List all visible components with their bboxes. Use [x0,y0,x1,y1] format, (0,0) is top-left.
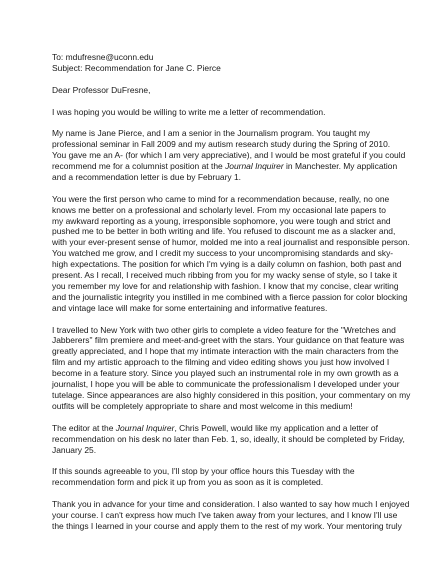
publication-name: Journal Inquirer [225,161,284,172]
text-line: knows me better on a professional and scholarly level. From my occasional late papers to [52,204,386,215]
text-line: tutelage. Since appearances are also highly considered in this position, your commentary on my [52,390,411,401]
email-subject: Subject: Recommendation for Jane C. Pierce [52,62,221,73]
text-line: You watched me grow, and I credit my success to your uncompromising standards and sky- [52,248,394,259]
text-line: become in a feature story. Since you played such an instrumental role in my own growth as a [52,368,399,379]
text-line: recommendation form and pick it up from you as soon as it is completed. [52,477,324,488]
text-line: your course. I can't express how much I've taken away from your lectures, and I know I'll use [52,509,398,520]
paragraph-deadline [52,422,405,456]
text-line: You gave me an A- (for which I am very appreciative), and I would be most grateful if you could [52,150,406,161]
text-line [52,423,400,434]
text-line: You were the first person who came to mind for a recommendation because, really, no one [52,193,390,204]
text-line: professional seminar in Fall 2009 and my autism research study during the Spring of 2010. [52,139,391,150]
text-line: the things I learned in your course and apply them to the rest of my work. Your mentoring truly [52,520,402,531]
text-line: Jabberers" film premiere and meet-and-greet with the stars. Your guidance on that feature was [52,335,405,346]
text-line: If this sounds agreeable to you, I'll stop by your office hours this Tuesday with the [52,466,355,477]
text-line [52,161,400,172]
text-line: present. As I recall, I received much ribbing from you for my wacky sense of style, so I take it [52,270,398,281]
text-line: greatly appreciated, and I hope that my intimate interaction with the main characters from the [52,346,399,357]
text-line: high expectations. The position for which I'm vying is a daily column on fashion, both past and [52,259,402,270]
text-line: and vintage lace will make for some entertaining and informative features. [52,302,328,313]
text-line: January 25. [52,444,97,455]
email-to: To: mdufresne@uconn.edu [52,52,154,62]
text-run: , Chris Powell, would like my application and a letter of [174,422,378,433]
text-run: The editor at the [52,422,116,433]
text-line: journalist, I hope you will be able to communicate the professionalism I developed under your [52,379,400,390]
intro-paragraph: I was hoping you would be willing to write me a letter of recommendation. [52,106,326,117]
text-line: My name is Jane Pierce, and I am a senior in the Journalism program. You taught my [52,128,370,139]
publication-name: Journal Inquirer [115,422,175,433]
text-line: outfits will be completely appropriate to share and most welcome in this medium! [52,400,353,411]
email-header [52,52,400,74]
text-line: and a recommendation letter is due by February 1. [52,171,242,182]
text-line: you remember my love for and relationship with fashion. I know that my concise, clear writing [52,280,399,291]
text-line: with your ever-present sense of humor, molded me into a real journalist and responsible person. [52,237,410,248]
paragraph-introduction [52,128,406,183]
paragraph-next-steps [52,466,400,488]
text-run: recommend me for a columnist position at the [52,161,226,172]
text-line: pushed me to be better in both writing and life. You refused to discount me as a slacker and, [52,226,396,237]
salutation: Dear Professor DuFresne, [52,84,151,95]
text-line: and the journalistic integrity you instilled in me combined with a fierce passion for color blocking [52,291,408,302]
text-line: Thank you in advance for your time and consideration. I also wanted to say how much I enjoyed [52,499,410,510]
paragraph-reasons [52,193,410,314]
text-line: my awkward reporting as a young, irresponsible sophomore, you were tough and strict and [52,215,391,226]
text-line: film and my artistic approach to the filming and video editing shows you just how involved I [52,357,390,368]
text-line: recommendation on his desk no later than Feb. 1, so, ideally, it should be completed by Friday, [52,433,405,444]
text-line: I travelled to New York with two other girls to complete a video feature for the "Wretches and [52,324,396,335]
paragraph-feature-story [52,324,411,412]
paragraph-thanks [52,499,410,532]
text-run: in Manchester. My application [283,161,398,172]
